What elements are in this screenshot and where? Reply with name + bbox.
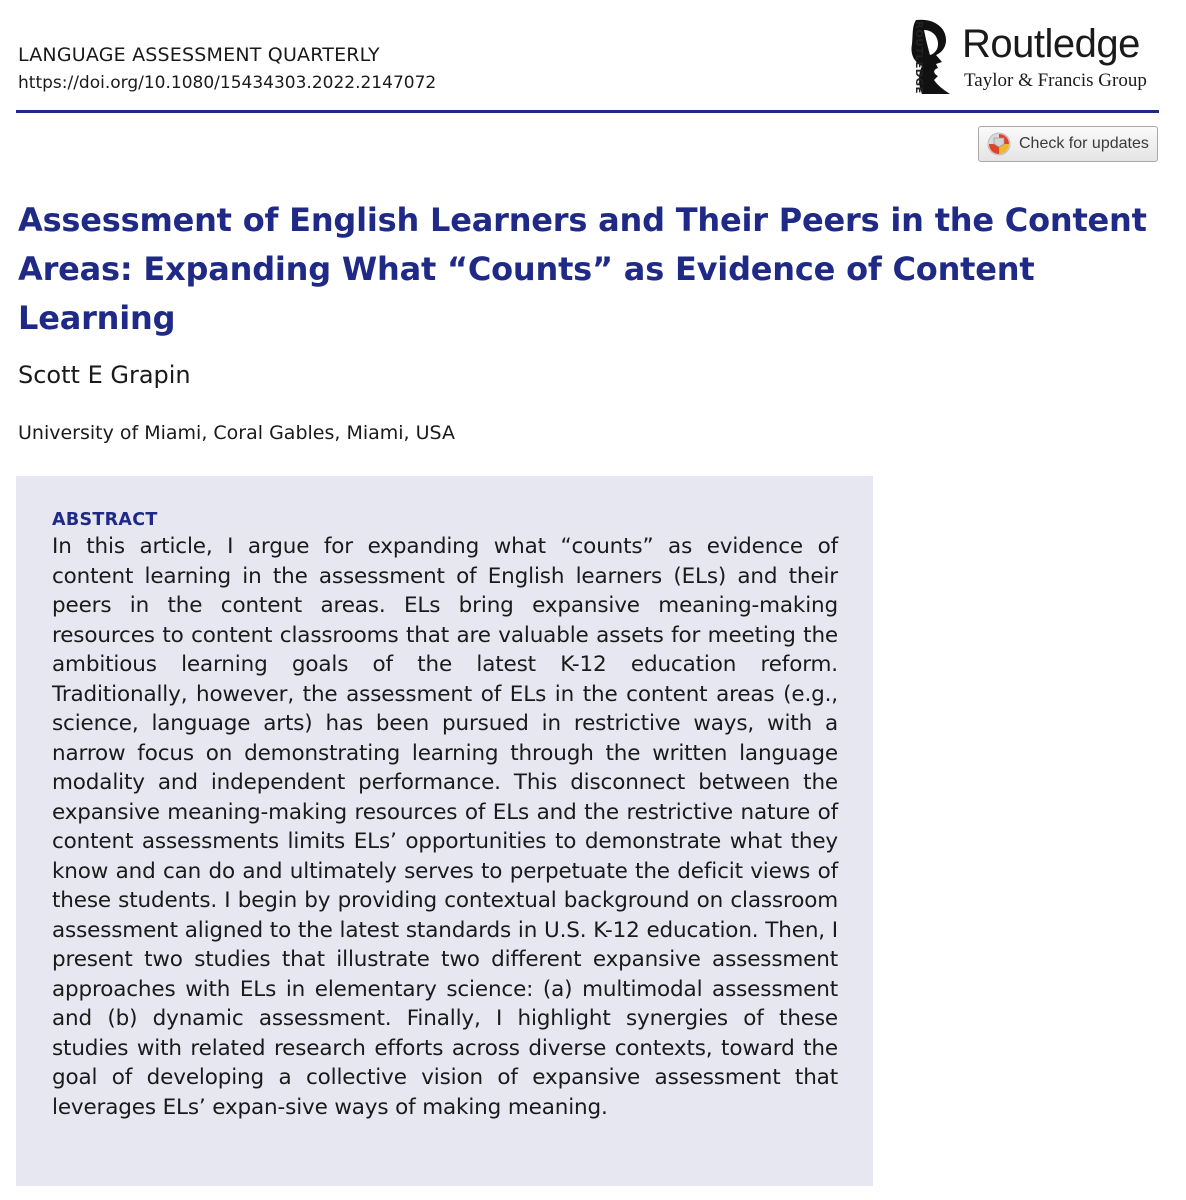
abstract-heading: ABSTRACT — [52, 510, 158, 530]
abstract-text: In this article, I argue for expanding what “counts” as evidence of content learning in the assessment of English learners (ELs) and their peers in the content areas. ELs bring expansive meaning-making resources to content classrooms that are valuable assets for meeting the ambitious learning goals of the latest K-12 education reform. Traditionally, however, the assessment of ELs in the content areas (e.g., science, language arts) has been pursued in restrictive ways, with a narrow focus on demonstrating learning through the written language modality and independent performance. This disconnect between the expansive meaning-making resources of ELs and the restrictive nature of content assessments limits ELs’ opportunities to demonstrate what they know and can do and ultimately serves to perpetuate the deficit views of these students. I begin by providing contextual background on classroom assessment aligned to the latest standards in U.S. K-12 education. Then, I present two studies that illustrate two different expansive assessment approaches with ELs in elementary science: (a) multimodal assessment and (b) dynamic assessment. Finally, I highlight synergies of these studies with related research efforts across diverse contexts, toward the goal of developing a collective vision of expansive assessment that leverages ELs’ expan-sive ways of making meaning. — [52, 534, 838, 1120]
article-title: Assessment of English Learners and Their Peers in the Content Areas: Expanding What “Counts” as Evidence of Content Learning — [18, 201, 1147, 337]
routledge-vertical-mark: ROUTLEDGE — [913, 20, 925, 95]
publisher-logo[interactable] — [898, 14, 1160, 98]
publisher-group: Taylor & Francis Group — [964, 70, 1147, 91]
check-for-updates-button[interactable] — [978, 126, 1158, 162]
header-divider — [16, 110, 1159, 113]
check-for-updates-label: Check for updates — [1019, 135, 1149, 152]
abstract-panel — [16, 476, 873, 1186]
publisher-name: Routledge — [962, 22, 1140, 66]
author-affiliation: University of Miami, Coral Gables, Miami, USA — [18, 422, 455, 444]
crossmark-icon — [987, 132, 1011, 156]
doi-link[interactable]: https://doi.org/10.1080/15434303.2022.2147072 — [18, 73, 437, 93]
author-name: Scott E Grapin — [18, 361, 191, 389]
routledge-profile-logo-icon — [898, 18, 954, 96]
journal-name: LANGUAGE ASSESSMENT QUARTERLY — [18, 44, 380, 66]
